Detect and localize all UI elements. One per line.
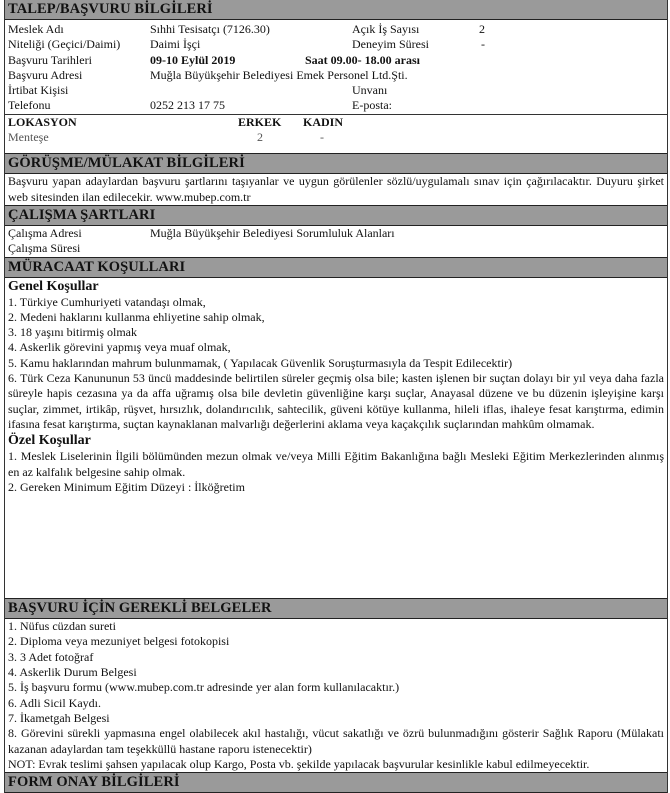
kadin-value: - — [320, 130, 324, 145]
erkek-value: 2 — [257, 130, 263, 145]
belge-item: 2. Diploma veya mezuniyet belgesi fotokopisi — [8, 634, 230, 649]
saat-value: Saat 09.00- 18.00 arası — [305, 52, 420, 67]
section-header-form-onay: FORM ONAY BİLGİLERİ — [5, 772, 667, 793]
adres-value: Muğla Büyükşehir Belediyesi Emek Personel Ltd.Şti. — [150, 67, 408, 82]
belge-item: 1. Nüfus cüzdan sureti — [8, 619, 116, 634]
calisma-adres-label: Çalışma Adresi — [8, 225, 82, 240]
adres-label: Başvuru Adresi — [8, 67, 83, 82]
belge-item: 3. 3 Adet fotoğraf — [8, 649, 94, 664]
lokasyon-label: LOKASYON — [8, 114, 77, 129]
erkek-label: ERKEK — [238, 114, 282, 129]
acik-is-value: 2 — [479, 22, 485, 36]
genel-item: 5. Kamu haklarından mahrum bulunmamak, ( Yapılacak Güvenlik Soruşturmasıyla da Tespit Edilecektir) — [8, 355, 513, 370]
belge-item: 5. İş başvuru formu (www.mubep.com.tr adresinde yer alan form kullanılacaktır.) — [8, 680, 400, 695]
tarih-value: 09-10 Eylül 2019 — [150, 52, 236, 67]
genel-item: 3. 18 yaşını bitirmiş olmak — [8, 325, 137, 340]
deneyim-label: Deneyim Süresi — [352, 37, 429, 52]
section-header-belgeler: BAŞVURU İÇİN GEREKLİ BELGELER — [5, 598, 667, 619]
section-header-talep: TALEP/BAŞVURU BİLGİLERİ — [5, 0, 667, 20]
irtibat-label: İrtibat Kişisi — [8, 83, 69, 98]
calisma-section — [5, 226, 667, 257]
belge-item: 6. Adli Sicil Kaydı. — [8, 695, 101, 710]
talep-section — [5, 20, 667, 114]
lokasyon-place: Menteşe — [8, 130, 49, 145]
genel-item: 4. Askerlik görevini yapmış veya muaf olmak, — [8, 340, 231, 355]
tarih-label: Başvuru Tarihleri — [8, 52, 92, 67]
ozel-kosullar-title: Özel Koşullar — [8, 433, 91, 449]
kadin-label: KADIN — [303, 114, 344, 129]
telefon-label: Telefonu — [8, 98, 51, 113]
muracaat-section — [5, 278, 667, 599]
calisma-adres-value: Muğla Büyükşehir Belediyesi Sorumluluk Alanları — [150, 225, 395, 240]
acik-is-label: Açık İş Sayısı — [352, 22, 420, 36]
deneyim-value: - — [481, 37, 485, 52]
belge-item: 4. Askerlik Durum Belgesi — [8, 665, 137, 680]
belge-item: 7. İkametgah Belgesi — [8, 710, 110, 725]
section-header-muracaat: MÜRACAAT KOŞULLARI — [5, 257, 667, 278]
lokasyon-section — [5, 114, 667, 154]
ozel-item: 2. Gereken Minimum Eğitim Düzeyi : İlköğretim — [8, 479, 245, 494]
eposta-label: E-posta: — [352, 98, 392, 113]
niteligi-value: Daimi İşçi — [150, 37, 201, 52]
gorusme-text: Başvuru yapan adaylardan başvuru şartlarını taşıyanlar ve uygun görülenler sözlü/uygulamalı sınav için çağırılacaktır. Duyuru şirket web sitesinden ilan edilecekir. www.mubep.com.tr — [8, 174, 664, 204]
section-header-calisma: ÇALIŞMA ŞARTLARI — [5, 205, 667, 226]
belge-item: 8. Görevini sürekli yapmasına engel olabilecek akıl hastalığı, vücut sakatlığı ve özrü bulunmadığını gösterir Sağlık Raporu (Mülakatı kazanan adaylardan tam teşekküllü hastane raporu istenecektir) — [8, 726, 664, 756]
telefon-value: 0252 213 17 75 — [150, 98, 225, 113]
meslek-label: Meslek Adı — [8, 22, 64, 36]
genel-kosullar-title: Genel Koşullar — [8, 278, 99, 294]
genel-item: 1. Türkiye Cumhuriyeti vatandaşı olmak, — [8, 294, 206, 309]
section-header-gorusme: GÖRÜŞME/MÜLAKAT BİLGİLERİ — [5, 153, 667, 174]
genel-item: 2. Medeni haklarını kullanma ehliyetine sahip olmak, — [8, 309, 265, 324]
calisma-sure-label: Çalışma Süresi — [8, 241, 81, 256]
niteligi-label: Niteliği (Geçici/Daimi) — [8, 37, 121, 52]
belgeler-section — [5, 619, 667, 772]
ozel-item: 1. Meslek Liselerinin İlgili bölümünden mezun olmak ve/veya Milli Eğitim Bakanlığına bağlı Mesleki Eğitim Merkezlerinden alınmış en az kalfalık belgesine sahip olmak. — [8, 449, 664, 479]
job-posting-form — [4, 0, 668, 793]
meslek-value: Sıhhi Tesisatçı (7126.30) — [150, 22, 270, 36]
belge-note: NOT: Evrak teslimi şahsen yapılacak olup Kargo, Posta vb. şekilde yapılacak başvurular kesinlikle kabul edilmeyecektir. — [8, 756, 590, 771]
unvani-label: Unvanı — [352, 83, 388, 98]
genel-item: 6. Türk Ceza Kanununun 53 üncü maddesinde belirtilen süreler geçmiş olsa bile; kasten işlenen bir suçtan dolayı bir yıl veya daha fazla süreyle hapis cezasına ya da affa uğramış olsa bile devletin güvenliğine karşı suçlar, Anayasal düzene ve bu düzenin işleyişine karşı suçlar, zimmet, irtikâp, rüşvet, hırsızlık, dolandırıcılık, sahtecilik, güveni kötüye kullanma, hileli iflas, ihaleye fesat karıştırma, edimin ifasına fesat karıştırma, suçtan kaynaklanan malvarlığı değerlerini aklama veya kaçakçılık suçlarından mahkûm olmamak. — [8, 371, 664, 431]
